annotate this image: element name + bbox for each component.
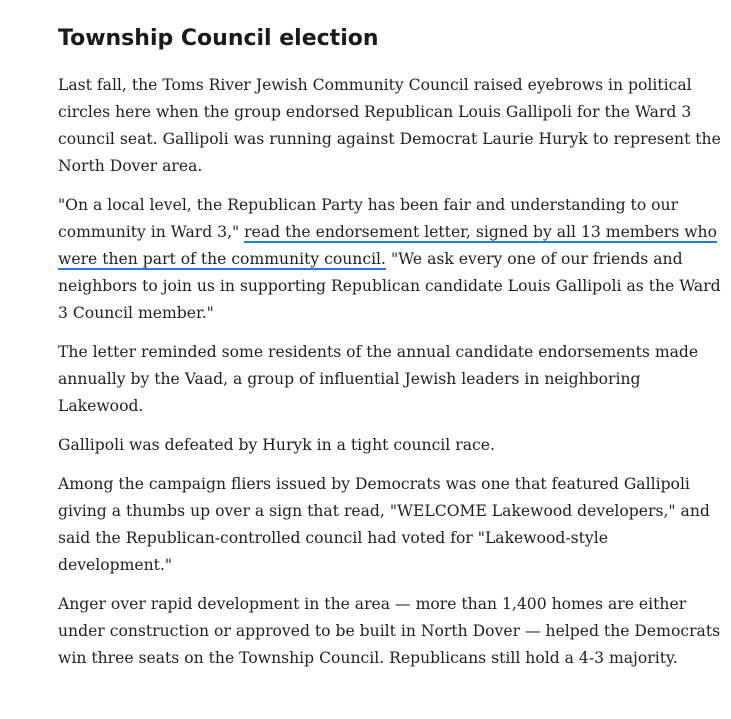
- paragraph-1: Last fall, the Toms River Jewish Community Council raised eyebrows in political circles here when the group endorsed Republican Louis Gallipoli for the Ward 3 council seat. Gallipoli was running against Democrat Laurie Huryk to represent the North Dover area.: [58, 76, 721, 175]
- paragraph-6: Anger over rapid development in the area — more than 1,400 homes are either under construction or approved to be built in North Dover — helped the Democrats win three seats on the Township Council. Republicans still hold a 4-3 majority.: [58, 595, 721, 667]
- section-heading: Township Council election: [58, 26, 379, 51]
- paragraph-5: Among the campaign fliers issued by Democrats was one that featured Gallipoli giving a thumbs up over a sign that read, "WELCOME Lakewood developers," and said the Republican-controlled council had voted for "Lakewood-style development.": [58, 475, 710, 574]
- endorsement-letter-link[interactable]: read the endorsement letter, signed by all 13 members who were then part of the community council.: [58, 223, 717, 268]
- paragraph-2-trail-text: "We ask every one of our friends and neighbors to join us in supporting Republican candidate Louis Gallipoli as the Ward 3 Council member.": [58, 250, 721, 322]
- paragraph-2-lead-text: "On a local level, the Republican Party has been fair and understanding to our community in Ward 3,": [58, 196, 679, 241]
- paragraph-2: [58, 192, 723, 327]
- paragraph-4: Gallipoli was defeated by Huryk in a tight council race.: [58, 436, 495, 454]
- article-body: [58, 22, 723, 684]
- paragraph-3: The letter reminded some residents of the annual candidate endorsements made annually by the Vaad, a group of influential Jewish leaders in neighboring Lakewood.: [58, 343, 699, 415]
